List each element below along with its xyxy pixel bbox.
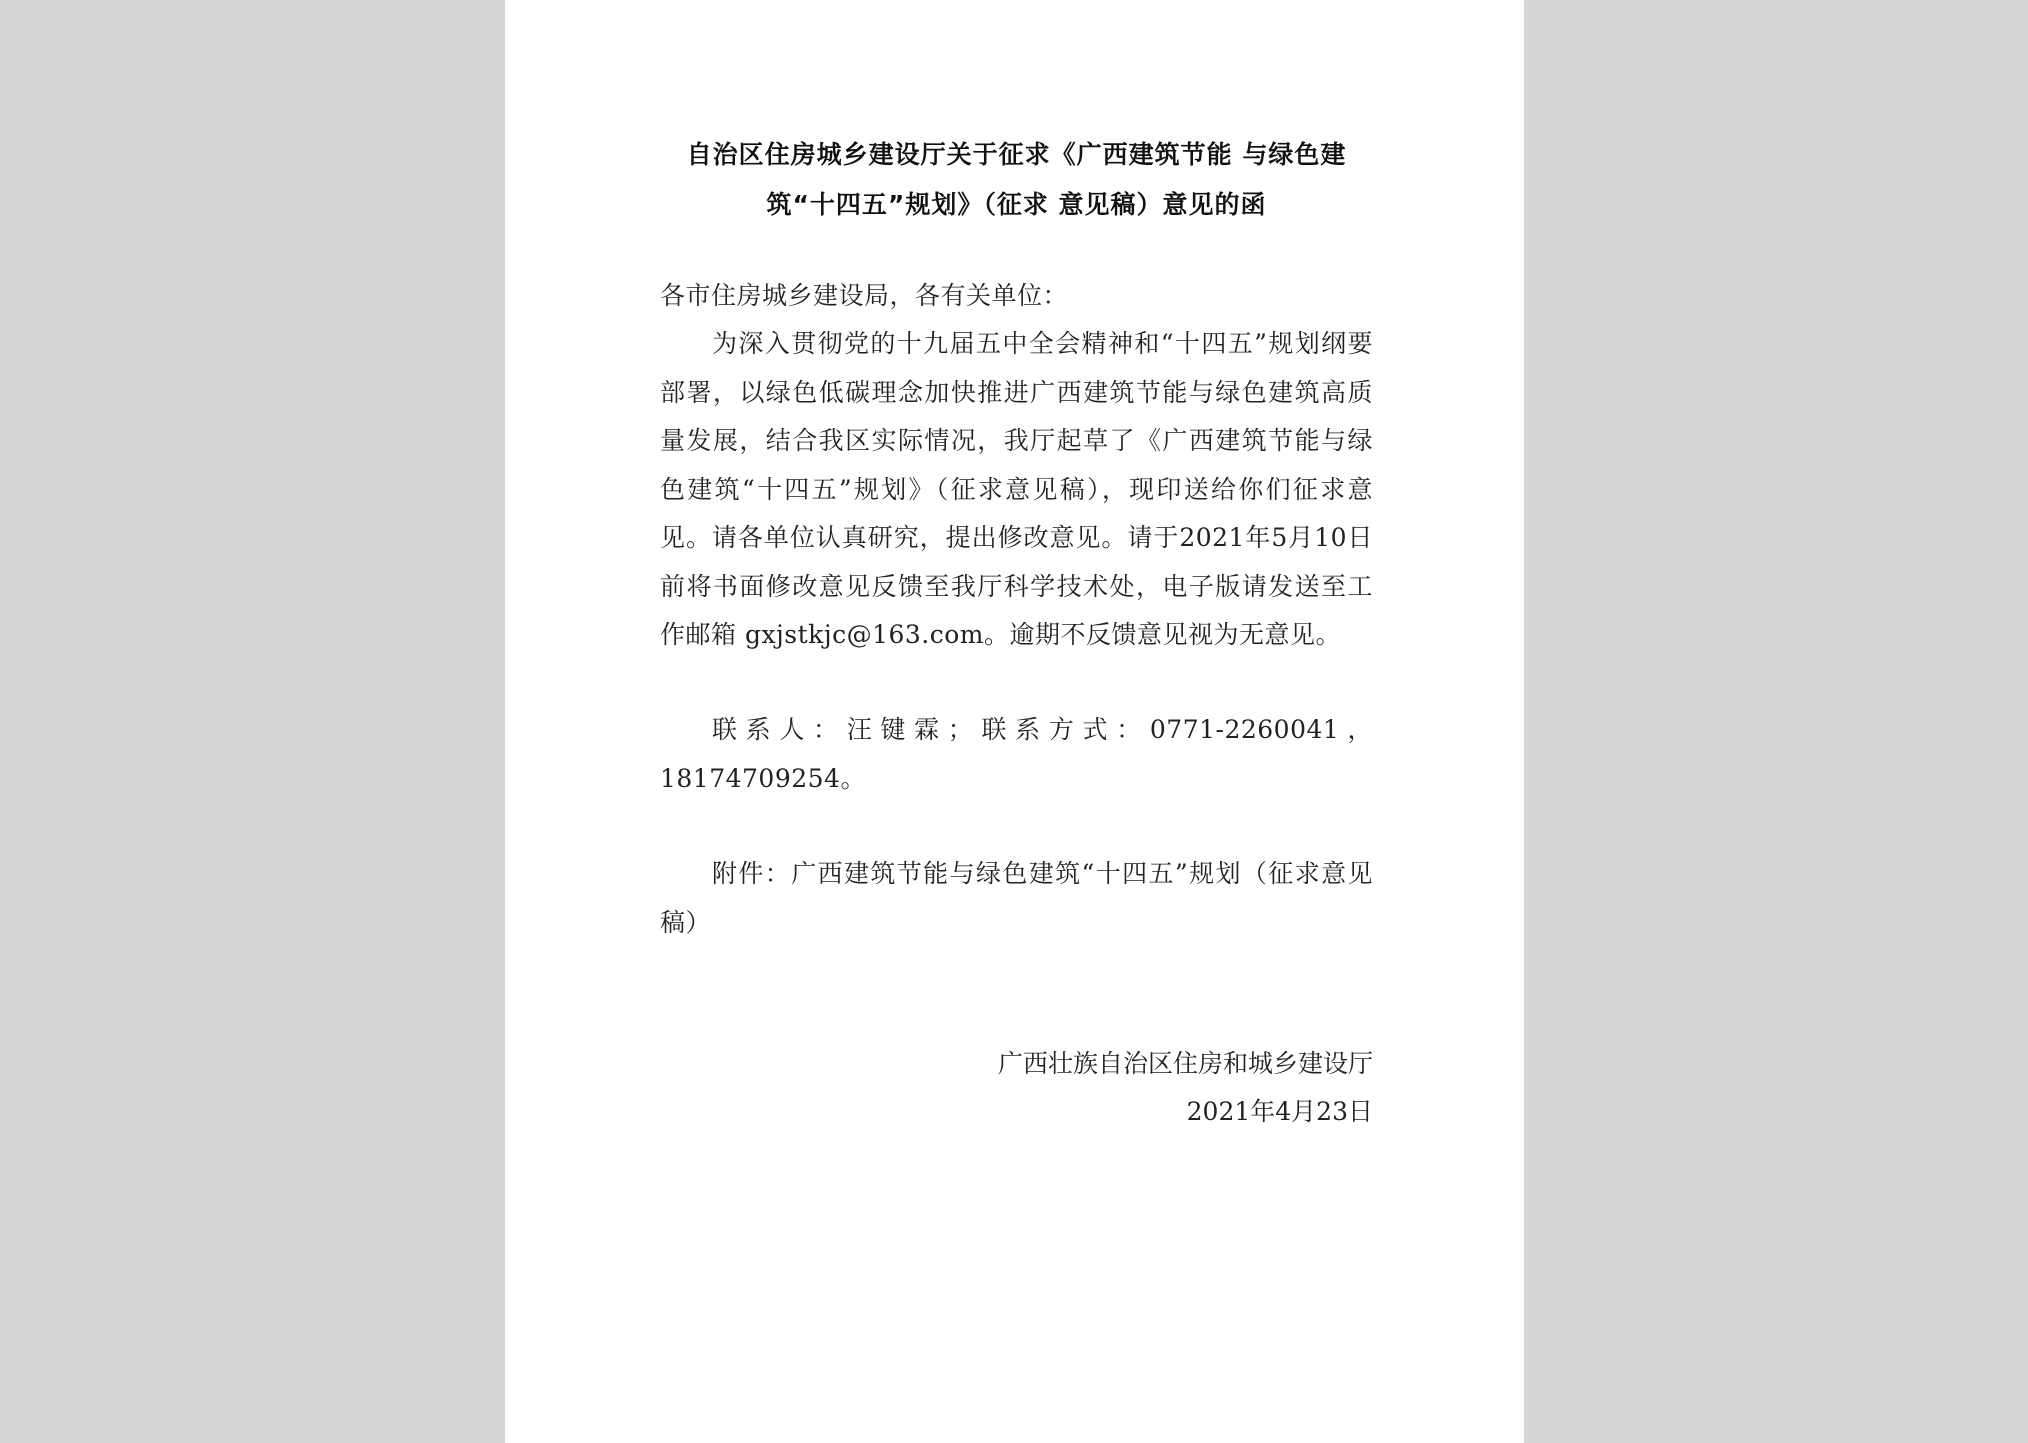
title-line-2: 筑“十四五”规划》（征求 意见稿）意见的函 [766, 190, 1267, 219]
title-line-1: 自治区住房城乡建设厅关于征求《广西建筑节能 与绿色建 [686, 140, 1347, 169]
body-paragraph: 为深入贯彻党的十九届五中全会精神和“十四五”规划纲要部署，以绿色低碳理念加快推进广西建筑节能与绿色建筑高质量发展，结合我区实际情况，我厅起草了《广西建筑节能与绿色建筑“十四五”规划》（征求意见稿），现印送给你们征求意见。请各单位认真研究，提出修改意见。请于2021年5月10日前将书面修改意见反馈至我厅科学技术处，电子版请发送至工作邮箱 gxjstkjc@163.com。逾期不反馈意见视为无意见。 [660, 329, 1373, 649]
contact-info: 联系人：汪键霖；联系方式：0771-2260041，18174709254。 [660, 715, 1373, 793]
signature-organization: 广西壮族自治区住房和城乡建设厅 [997, 1049, 1373, 1078]
document-page [505, 0, 1524, 1443]
signature-date: 2021年4月23日 [1186, 1097, 1373, 1126]
attachment-note: 附件：广西建筑节能与绿色建筑“十四五”规划（征求意见稿） [660, 859, 1373, 937]
document-title [660, 130, 1373, 230]
salutation: 各市住房城乡建设局，各有关单位： [660, 281, 1069, 310]
